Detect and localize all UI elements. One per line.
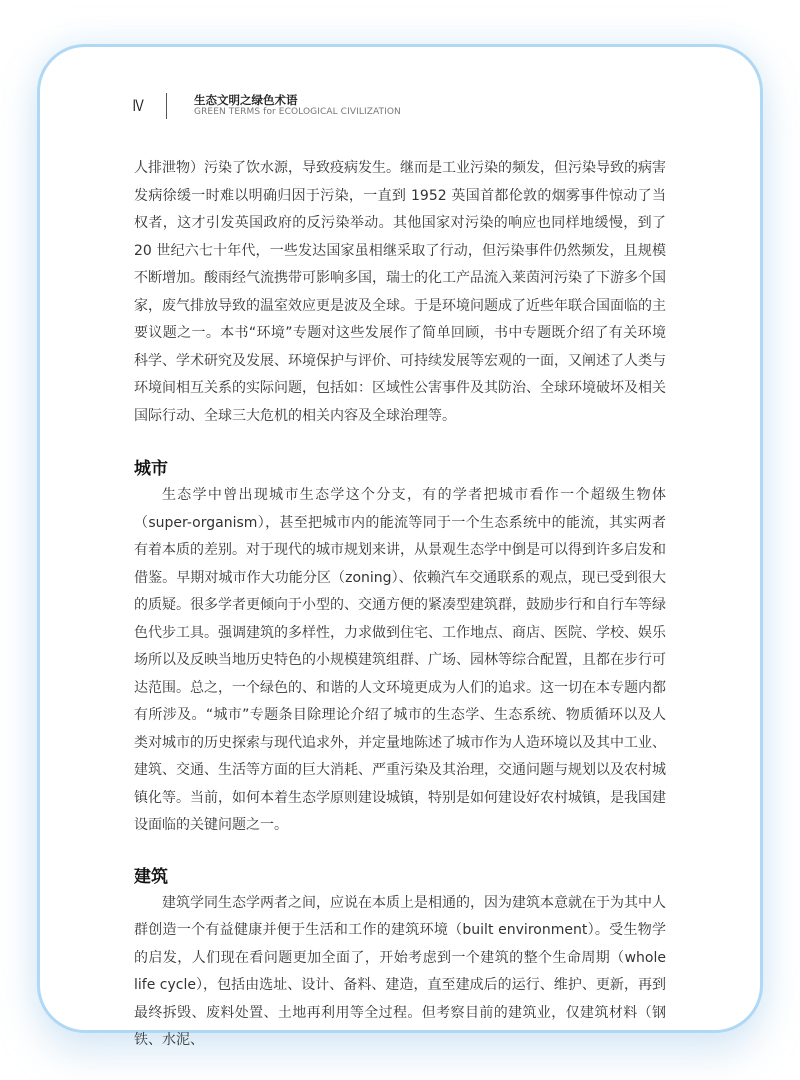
page-content: [134, 155, 666, 1055]
book-title-en: GREEN TERMS for ECOLOGICAL CIVILIZATION: [194, 107, 401, 118]
header-divider: [166, 93, 167, 119]
section-paragraph-architecture: 建筑学同生态学两者之间，应说在本质上是相通的，因为建筑本意就在于为其中人群创造一个有益健康并便于生活和工作的建筑环境（built environment）。受生物学的启发，人们现在看问题更加全面了，开始考虑到一个建筑的整个生命周期（whole life cycle），包括由选址、设计、备料、建造，直至建成后的运行、维护、更新，再到最终拆毁、废料处置、土地再利用等全过程。但考察目前的建筑业，仅建筑材料（钢铁、水泥、: [134, 894, 666, 1048]
section-title-architecture: 建筑: [134, 866, 168, 887]
section-title-city: 城市: [134, 459, 168, 479]
page-header: [96, 88, 401, 124]
book-title: [194, 94, 401, 119]
intro-paragraph: 人排泄物）污染了饮水源，导致疫病发生。继而是工业污染的频发，但污染导致的病害发病徐缓一时难以明确归因于污染，一直到 1952 英国首都伦敦的烟雾事件惊动了当权者，这才引发英国政府的反污染举动。其他国家对污染的响应也同样地缓慢，到了 20 世纪六七十年代，一些发达国家虽相继采取了行动，但污染事件仍然频发，且规模不断增加。酸雨经气流携带可影响多国，瑞士的化工产品流入莱茵河污染了下游多个国家，废气排放导致的温室效应更是波及全球。于是环境问题成了近些年联合国面临的主要议题之一。本书“环境”专题对这些发展作了简单回顾，书中专题既介绍了有关环境科学、学术研究及发展、环境保护与评价、可持续发展等宏观的一面，又阐述了人类与环境间相互关系的实际问题，包括如：区域性公害事件及其防治、全球环境破坏及相关国际行动、全球三大危机的相关内容及全球治理等。: [134, 160, 666, 424]
section-paragraph-city: 生态学中曾出现城市生态学这个分支，有的学者把城市看作一个超级生物体（super-organism），甚至把城市内的能流等同于一个生态系统中的能流，其实两者有着本质的差别。对于现代的城市规划来讲，从景观生态学中倒是可以得到许多启发和借鉴。早期对城市作大功能分区（zoning）、依赖汽车交通联系的观点，现已受到很大的质疑。很多学者更倾向于小型的、交通方便的紧凑型建筑群，鼓励步行和自行车等绿色代步工具。强调建筑的多样性，力求做到住宅、工作地点、商店、医院、学校、娱乐场所以及反映当地历史特色的小规模建筑组群、广场、园林等综合配置，且都在步行可达范围。总之，一个绿色的、和谐的人文环境更成为人们的追求。这一切在本专题内都有所涉及。“城市”专题条目除理论介绍了城市的生态学、生态系统、物质循环以及人类对城市的历史探索与现代追求外，并定量地陈述了城市作为人造环境以及其中工业、建筑、交通、生活等方面的巨大消耗、严重污染及其治理，交通问题与规划以及农村城镇化等。当前，如何本着生态学原则建设城镇，特别是如何建设好农村城镇，是我国建设面临的关键问题之一。: [134, 487, 666, 833]
book-title-cn: 生态文明之绿色术语: [194, 92, 298, 107]
page-number: IV: [132, 96, 144, 115]
